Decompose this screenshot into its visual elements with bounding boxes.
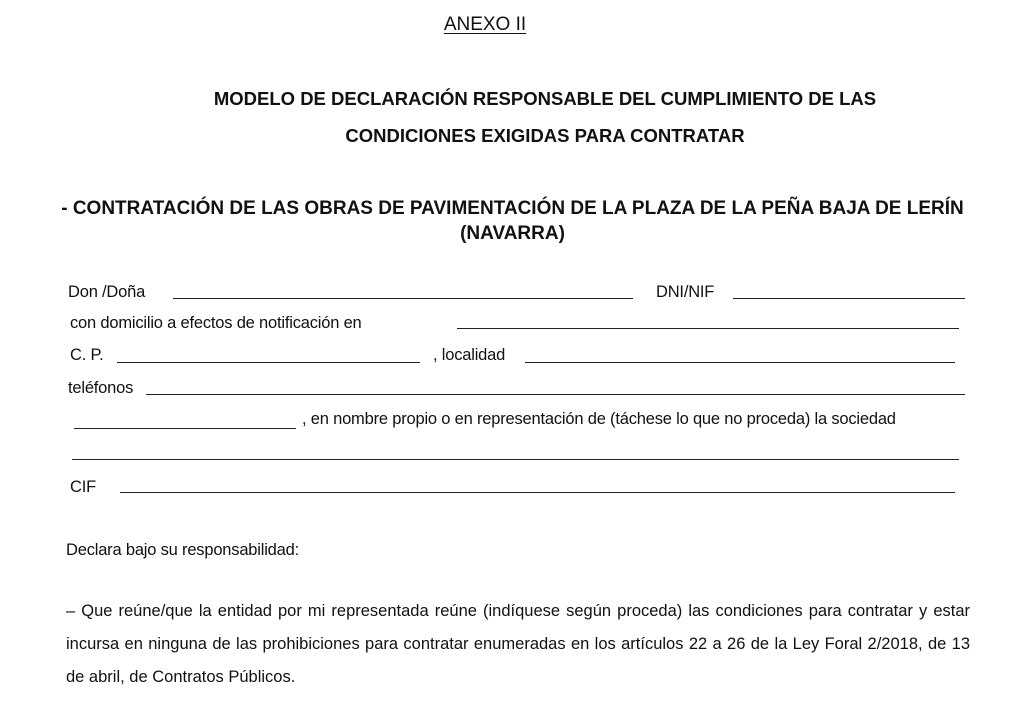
name-field-line[interactable] [173,298,633,299]
declara-heading: Declara bajo su responsabilidad: [66,541,299,559]
document-title-line-1: MODELO DE DECLARACIÓN RESPONSABLE DEL CUMPLIMIENTO DE LAS [213,88,877,109]
representacion-text: , en nombre propio o en representación de (táchese lo que no proceda) la sociedad [302,410,896,428]
dni-field-line[interactable] [733,298,965,299]
contract-subject: - CONTRATACIÓN DE LAS OBRAS DE PAVIMENTACIÓN DE LA PLAZA DE LA PEÑA BAJA DE LERÍN (NAVARRA) [61,198,964,244]
domicilio-label: con domicilio a efectos de notificación en [70,314,362,332]
localidad-label: , localidad [433,346,506,364]
representante-field-line[interactable] [74,428,296,429]
document-title-line-2: CONDICIONES EXIGIDAS PARA CONTRATAR [345,125,745,146]
annex-title: ANEXO II [443,14,527,35]
dni-label: DNI/NIF [656,283,715,301]
cp-label: C. P. [70,346,104,364]
telefonos-label: teléfonos [68,379,134,397]
telefonos-field-line[interactable] [146,394,965,395]
cp-field-line[interactable] [117,362,420,363]
don-label: Don /Doña [68,283,146,301]
localidad-field-line[interactable] [525,362,955,363]
cif-label: CIF [70,478,96,496]
cif-field-line[interactable] [120,492,955,493]
domicilio-field-line[interactable] [457,328,959,329]
declaration-clause: – Que reúne/que la entidad por mi representada reúne (indíquese según proceda) las condiciones para contratar y estar incursa en ninguna de las prohibiciones para contratar enumeradas en los artículos 22 a 26 de la Ley Foral 2/2018, de 13 de abril, de Contratos Públicos. [66,602,970,686]
sociedad-field-line[interactable] [72,459,959,460]
